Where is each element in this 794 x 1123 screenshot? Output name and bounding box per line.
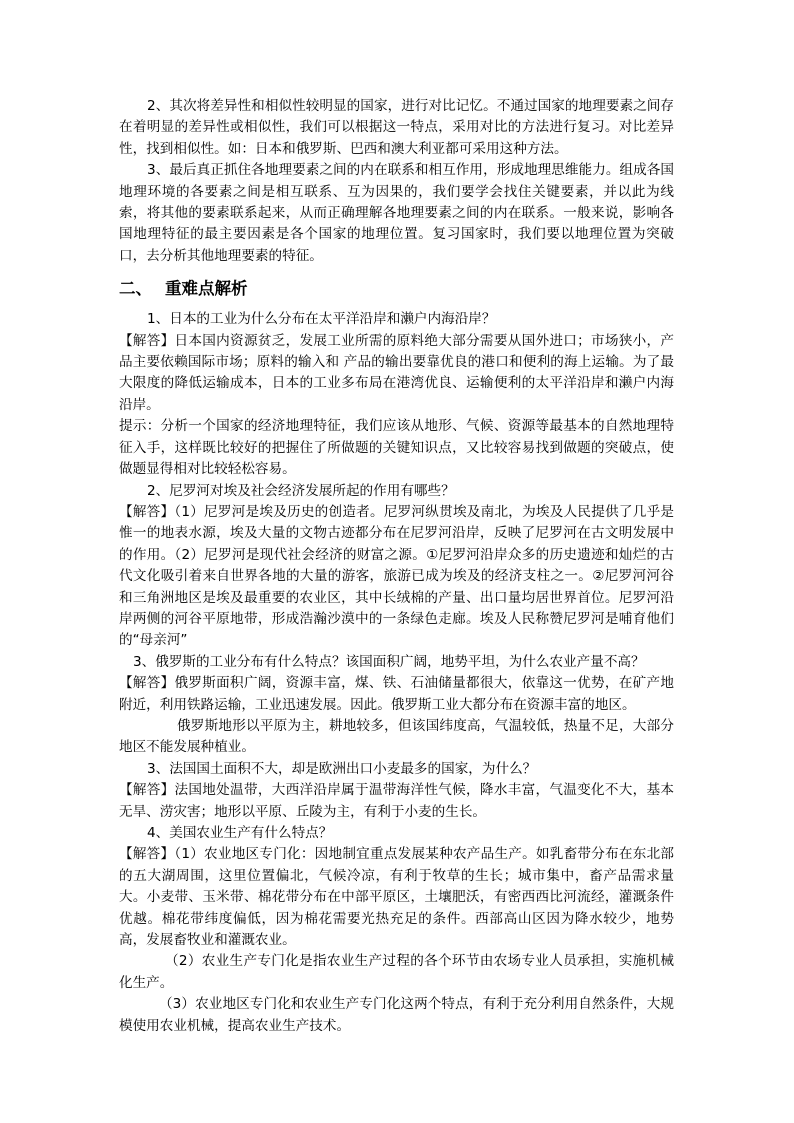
document-page <box>119 96 674 1037</box>
question-2: 2、尼罗河对埃及社会经济发展所起的作用有哪些？ <box>147 482 455 499</box>
section-heading <box>119 277 674 301</box>
answer-4: 【解答】法国地处温带，大西洋沿岸属于温带海洋性气候，降水丰富，气温变化不大，基本无旱、涝灾害；地形以平原、丘陵为主，有利于小麦的生长。 <box>119 782 674 820</box>
answer-3: 【解答】俄罗斯面积广阔，资源丰富，煤、铁、石油储量都很大，依靠这一优势，在矿产地附近，利用铁路运输，工业迅速发展。因此。俄罗斯工业大都分布在资源丰富的地区。 <box>119 675 674 713</box>
answer-3-continued: 俄罗斯地形以平原为主，耕地较多，但该国纬度高，气温较低，热量不足，大部分地区不能发展种植业。 <box>119 717 674 756</box>
intro-paragraph-2: 2、其次将差异性和相似性较明显的国家，进行对比记忆。不通过国家的地理要素之间存在着明显的差异性或相似性，我们可以根据这一特点，采用对比的方法进行复习。对比差异性，找到相似性。如：日本和俄罗斯、巴西和澳大利亚都可采用这种方法。 <box>119 98 674 157</box>
question-1: 1、日本的工业为什么分布在太平洋沿岸和濑户内海沿岸？ <box>147 311 496 328</box>
tip-1: 提示：分析一个国家的经济地理特征，我们应该从地形、气候、资源等最基本的自然地理特征入手，这样既比较好的把握住了所做题的关键知识点，又比较容易找到做题的突破点，使做题显得相对比较轻松容易。 <box>119 418 674 478</box>
answer-5-part-3: （3）农业地区专门化和农业生产专门化这两个特点，有利于充分利用自然条件，大规模使用农业机械，提高农业生产技术。 <box>119 996 674 1034</box>
question-5: 4、美国农业生产有什么特点？ <box>147 825 333 841</box>
question-4: 3、法国国土面积不大，却是欧洲出口小麦最多的国家，为什么？ <box>147 760 537 777</box>
answer-1: 【解答】日本国内资源贫乏，发展工业所需的原料绝大部分需要从国外进口；市场狭小，产品主要依赖国际市场；原料的输入和 产品的输出要靠优良的港口和便利的海上运输。为了最大限度的降低运输成本，日本的工业多布局在港湾优良、运输便利的太平洋沿岸和濑户内海沿岸。 <box>119 332 674 413</box>
section-number: 二、 <box>119 279 152 299</box>
section-title: 重难点解析 <box>165 279 248 299</box>
question-3: 3、俄罗斯的工业分布有什么特点？该国面积广阔，地势平坦，为什么农业产量不高？ <box>133 653 645 670</box>
answer-5: 【解答】（1）农业地区专门化：因地制宜重点发展某种农产品生产。如乳畜带分布在东北部的五大湖周围，这里位置偏北，气候冷凉，有利于牧草的生长；城市集中，畜产品需求量大。小麦带、玉米带、棉花带分布在中部平原区，土壤肥沃，有密西西比河流经，灌溉条件优越。棉花带纬度偏低，因为棉花需要光热充足的条件。西部高山区因为降水较少，地势高，发展畜牧业和灌溉农业。 <box>119 846 674 949</box>
answer-2: 【解答】（1）尼罗河是埃及历史的创造者。尼罗河纵贯埃及南北，为埃及人民提供了几乎是惟一的地表水源，埃及大量的文物古迹都分布在尼罗河沿岸，反映了尼罗河在古文明发展中的作用。（2）尼罗河是现代社会经济的财富之源。①尼罗河沿岸众多的历史遗迹和灿烂的古代文化吸引着来自世界各地的大量的游客，旅游已成为埃及的经济支柱之一。②尼罗河河谷和三角洲地区是埃及最重要的农业区，其中长绒棉的产量、出口量均居世界首位。尼罗河沿岸两侧的河谷平原地带，形成浩瀚沙漠中的一条绿色走廊。埃及人民称赞尼罗河是哺育他们的“母亲河” <box>119 503 674 649</box>
intro-paragraph-3: 3、最后真正抓住各地理要素之间的内在联系和相互作用，形成地理思维能力。组成各国地理环境的各要素之间是相互联系、互为因果的，我们要学会找住关键要素，并以此为线索，将其他的要素联系起来，从而正确理解各地理要素之间的内在联系。一般来说，影响各国地理特征的最主要因素是各个国家的地理位置。复习国家时，我们要以地理位置为突破口，去分析其他地理要素的特征。 <box>119 162 674 264</box>
answer-5-part-2: （2）农业生产专门化是指农业生产过程的各个环节由农场专业人员承担，实施机械化生产。 <box>119 953 674 991</box>
